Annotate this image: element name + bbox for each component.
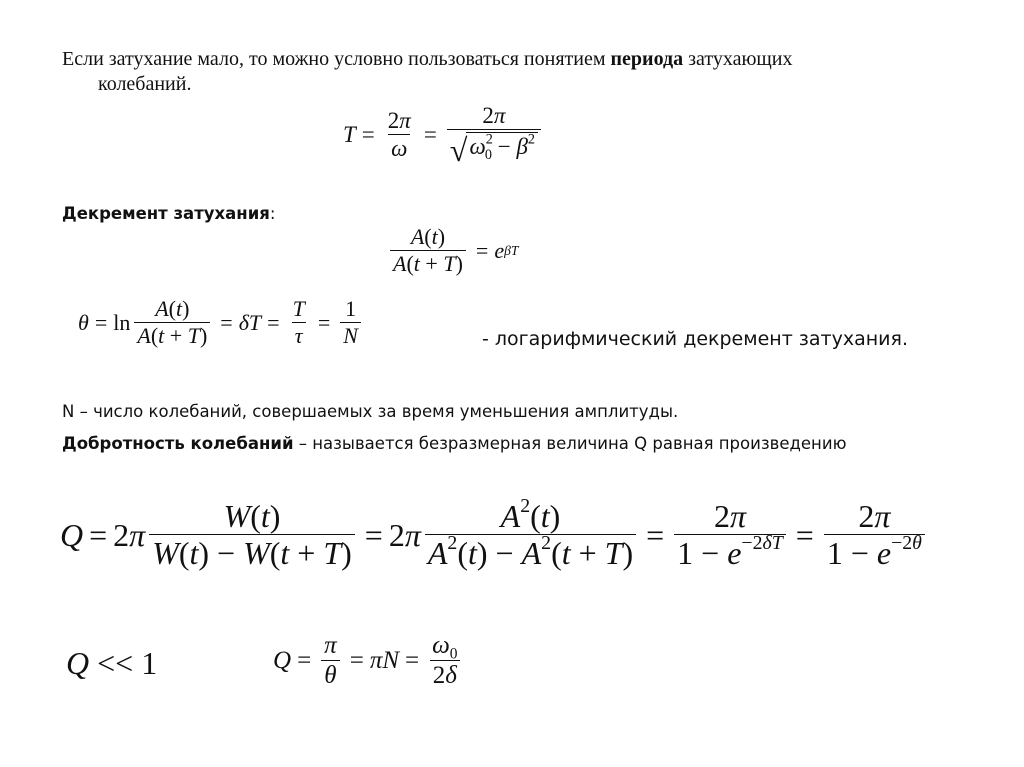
quality-definition-rest: – называется безразмерная величина Q равная произведению bbox=[293, 434, 847, 453]
amplitude-ratio-formula: $\frac{A(t)}{A(t + T)}$ = e βT bbox=[386, 226, 518, 275]
quality-factor-formula: Q = 2 π $\frac{W(t)}{W(t) - W(t + T)}$ = 2 π $\frac{A^2(t)}{A^2(t) - A^2(t + T)}$ = $\frac{2\pi}{1 - e^{-2\delta T}}$ = $\frac{2\pi}{1 - e^{-2\theta}}$ bbox=[60, 500, 929, 569]
decrement-title: Декремент затухания: bbox=[62, 204, 276, 223]
intro-text-pre: Если затухание мало, то можно условно пользоваться понятием bbox=[62, 48, 611, 70]
intro-text-post: затухающих bbox=[683, 48, 793, 70]
intro-line-1 bbox=[62, 48, 793, 71]
quality-approx-formula: Q = $\frac{\pi}{\theta}$ = πN = $\frac{\omega_0}{2\delta}$ bbox=[273, 633, 465, 688]
quality-definition bbox=[62, 434, 846, 453]
intro-line-2: колебаний. bbox=[98, 73, 192, 95]
n-description: N – число колебаний, совершаемых за время уменьшения амплитуды. bbox=[62, 402, 679, 421]
quality-term: Добротность колебаний bbox=[62, 434, 294, 453]
log-decrement-formula: θ = ln $\frac{A(t)}{A(t + T)}$ = δT = $\frac{T}{\tau}$ = $\frac{1}{N}$ bbox=[78, 298, 365, 347]
intro-period-term: периода bbox=[610, 48, 684, 70]
period-formula: T = $\frac{2\pi}{\omega}$ = 2π √ $\omega^2_0 - \beta^2$ bbox=[343, 104, 545, 164]
low-damping-condition: Q << 1 bbox=[66, 645, 158, 681]
log-decrement-description: - логарифмический декремент затухания. bbox=[482, 328, 908, 350]
